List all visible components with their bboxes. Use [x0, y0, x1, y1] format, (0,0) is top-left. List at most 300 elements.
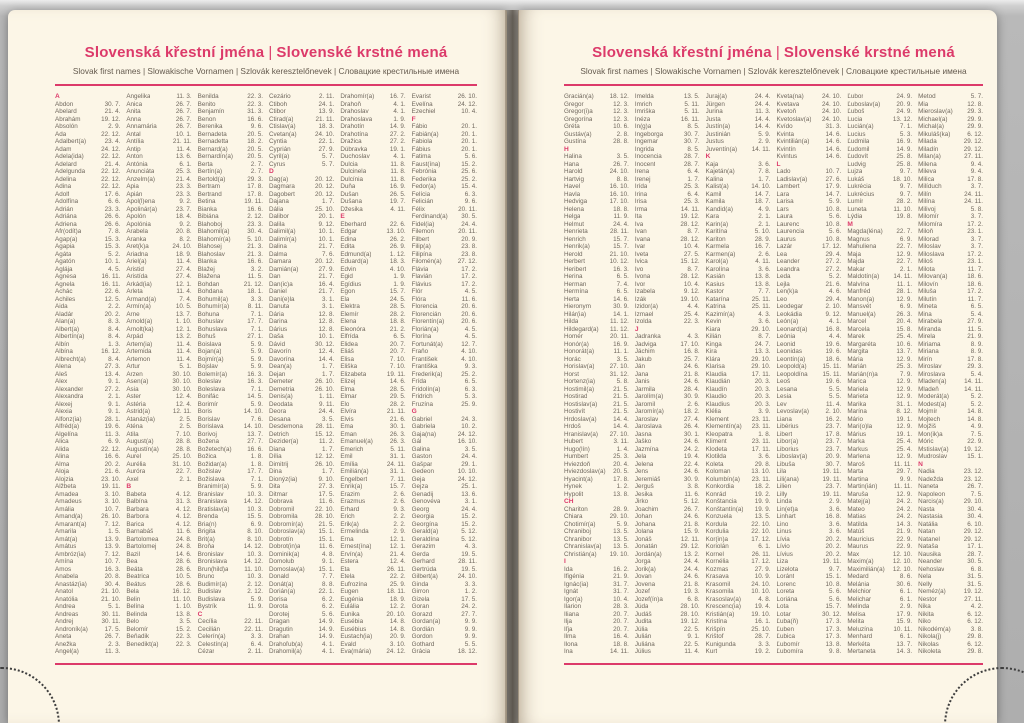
person-name: Matias — [847, 513, 866, 520]
person-name: Levoslav(a) — [776, 408, 810, 415]
title-separator: | — [268, 44, 273, 61]
name-row — [269, 626, 334, 634]
name-row — [198, 483, 263, 491]
person-name: Kalina — [705, 175, 724, 183]
name-day-date: 20. 7. — [389, 348, 406, 355]
name-row — [198, 468, 263, 476]
name-row — [55, 461, 120, 469]
person-name: Klodeta — [705, 445, 728, 453]
name-day-date: 16. 3. — [613, 265, 629, 273]
person-name: Emília — [340, 460, 358, 468]
name-day-date: 23. 11. — [751, 415, 771, 423]
person-name: Ernest(ína) — [340, 543, 372, 550]
name-row — [776, 183, 841, 191]
name-day-date: 16. 9. — [389, 183, 406, 190]
name-row — [706, 356, 771, 364]
person-name: Kandid(a) — [705, 205, 733, 213]
name-row — [412, 461, 477, 469]
name-day-date: 19. 12. — [680, 618, 700, 625]
name-row — [269, 161, 334, 169]
person-name: Bojslav — [197, 363, 218, 370]
person-name: Kornélia — [705, 558, 729, 565]
name-day-date: 3. 7. — [970, 235, 983, 243]
name-day-date: 7. 10. — [389, 363, 406, 370]
name-day-date: 9. 4. — [970, 168, 983, 175]
name-row — [412, 558, 477, 566]
name-day-date: 28. 1. — [104, 415, 121, 423]
person-name: Ada — [55, 130, 67, 138]
name-row — [635, 431, 700, 439]
person-name: Adrián — [55, 205, 74, 213]
person-name: Gregor — [564, 100, 584, 108]
name-day-date: 9. 9. — [464, 633, 477, 640]
person-name: Adolfína — [55, 198, 79, 205]
name-row — [340, 618, 405, 626]
person-name: In(g)a — [634, 123, 652, 130]
name-row — [412, 363, 477, 371]
name-row — [564, 453, 629, 461]
person-name: Miriama — [918, 340, 941, 348]
name-row — [706, 243, 771, 251]
name-day-date: 28. 8. — [175, 445, 192, 453]
person-name: Koloman — [705, 468, 731, 475]
person-name: Bohumil(a) — [197, 295, 229, 303]
name-row — [706, 528, 771, 536]
person-name: Nehoslav — [918, 565, 945, 573]
name-day-date: 16. 12. — [172, 588, 192, 595]
person-name: Jürgen — [705, 100, 725, 108]
name-row — [198, 221, 263, 229]
name-row — [340, 273, 405, 281]
person-name: Ľudmila — [847, 138, 870, 145]
name-day-date: 11. 6. — [176, 528, 192, 535]
name-row — [847, 153, 912, 161]
name-day-date: 5. 11. — [390, 445, 406, 453]
name-row — [340, 101, 405, 109]
person-name: Lin(et)a — [776, 505, 798, 513]
person-name: Ľubomíra — [776, 648, 804, 655]
name-day-date: 10. 4. — [683, 243, 700, 250]
name-day-date: 20. 3. — [754, 385, 771, 393]
person-name: Evarist — [411, 93, 431, 100]
name-day-date: 8. 9. — [970, 348, 983, 355]
person-name: Dina — [268, 468, 282, 475]
person-name: Alžbeta — [55, 483, 77, 490]
name-day-date: 14. 6. — [175, 550, 192, 558]
person-name: Jozef(ín)a — [634, 595, 663, 603]
person-name: Ina — [564, 648, 573, 655]
person-name: Eta — [340, 565, 350, 573]
name-day-date: 15. 3. — [104, 235, 121, 243]
name-day-date: 24. 6. — [683, 438, 700, 445]
person-name: Bonifác — [197, 393, 219, 400]
person-name: Bela — [126, 588, 139, 595]
name-day-date: 13. 4. — [104, 370, 121, 378]
name-row — [340, 236, 405, 244]
name-day-date: 22. 3. — [247, 100, 263, 108]
name-day-date: 22. 10. — [751, 528, 771, 535]
name-row — [269, 386, 334, 394]
name-day-date: 9. 7. — [899, 168, 913, 175]
name-day-date: 24. 12. — [457, 475, 477, 483]
name-day-date: 15. 11. — [822, 363, 842, 370]
name-row — [412, 356, 477, 364]
name-row — [847, 506, 912, 514]
name-row — [269, 348, 334, 356]
person-name: Konzuela — [705, 513, 732, 520]
person-name: Elfrída — [340, 333, 359, 340]
name-day-date: 19. 12. — [101, 115, 121, 123]
name-row — [776, 191, 841, 199]
name-day-date: 5. 12. — [683, 498, 700, 505]
name-row — [126, 281, 191, 289]
name-day-date: 11. 8. — [390, 168, 406, 175]
person-name: Deodata — [268, 400, 293, 408]
name-day-date: 13. 5. — [613, 528, 629, 535]
name-row — [412, 131, 477, 139]
name-row — [776, 513, 841, 521]
person-name: Benon — [197, 115, 216, 123]
person-name: Enrik(a) — [340, 483, 363, 490]
person-name: Lota — [776, 603, 789, 610]
letter-header: H — [564, 145, 569, 153]
person-name: Edina — [340, 235, 357, 243]
page-title — [564, 43, 983, 62]
person-name: Kvetava — [776, 100, 800, 108]
person-name: Blahosej — [197, 243, 222, 250]
name-row — [776, 491, 841, 499]
name-day-date: 14. 4. — [318, 355, 335, 363]
name-day-date: 20. 9. — [825, 453, 842, 460]
person-name: Felícia — [411, 190, 431, 198]
person-name: Krasoslav(a) — [705, 595, 741, 603]
person-name: Judita — [634, 618, 652, 625]
person-name: Dorián(a) — [268, 588, 296, 595]
name-day-date: 5. 5. — [464, 640, 477, 648]
person-name: Mstislav(a) — [918, 445, 949, 453]
name-day-date: 5. 3. — [899, 130, 913, 138]
name-day-date: 19. 2. — [754, 490, 771, 498]
name-day-date: 24. 10. — [315, 130, 335, 138]
name-row — [269, 618, 334, 626]
name-day-date: 28. 6. — [175, 558, 192, 565]
name-row — [269, 648, 334, 656]
person-name: Drahoslav — [340, 108, 369, 115]
name-row — [412, 281, 477, 289]
name-day-date: 15. 1. — [318, 528, 335, 535]
person-name: Niko — [918, 618, 931, 625]
person-name: Nausika — [918, 550, 941, 558]
person-name: Ivona — [634, 273, 651, 280]
name-day-date: 20. 12. — [315, 175, 335, 183]
name-row — [55, 318, 120, 326]
person-name: Karmen(a) — [705, 250, 736, 258]
person-name: Dulcínia — [340, 175, 364, 183]
name-day-date: 10. 1. — [318, 235, 335, 243]
person-name: Kurt — [705, 648, 718, 655]
name-day-date: 3. 6. — [829, 505, 842, 513]
name-row — [918, 236, 983, 244]
name-day-date: 6. 2. — [322, 603, 335, 610]
name-row — [412, 326, 477, 334]
name-row — [564, 648, 629, 656]
name-row — [706, 281, 771, 289]
name-day-date: 19. 11. — [244, 198, 263, 205]
person-name: Elena — [340, 318, 357, 325]
person-name: Eusébius — [340, 625, 367, 633]
name-day-date: 15. 7. — [613, 235, 629, 243]
name-row — [918, 431, 983, 439]
name-row — [269, 461, 334, 469]
name-row — [776, 356, 841, 364]
name-row — [269, 431, 334, 439]
name-row — [564, 221, 629, 229]
name-day-date: 17. 9. — [896, 610, 913, 618]
name-day-date: 3. 5. — [179, 618, 192, 625]
person-name: Mauricius — [847, 535, 875, 543]
name-row — [706, 176, 771, 184]
person-name: Mária — [847, 355, 864, 363]
person-name: Manfréd — [847, 288, 871, 295]
name-row — [847, 633, 912, 641]
person-name: Marieta — [847, 393, 869, 400]
name-day-date: 30. 10. — [172, 378, 192, 385]
person-name: Eman — [340, 430, 357, 438]
name-day-date: 20. 2. — [104, 460, 121, 468]
name-row — [198, 528, 263, 536]
name-day-date: 16. 7. — [389, 93, 406, 100]
person-name: Juliána — [634, 640, 655, 648]
person-name: Mirín — [918, 355, 933, 363]
name-row — [198, 303, 263, 311]
name-day-date: 21. 4. — [175, 175, 192, 183]
name-row — [340, 258, 405, 266]
person-name: Abrahám — [55, 115, 81, 123]
letter-header: N — [918, 460, 923, 468]
letter-header: E — [340, 213, 345, 220]
name-day-date: 21. 11. — [172, 138, 192, 145]
name-row — [776, 123, 841, 131]
person-name: Jela — [634, 453, 647, 460]
person-name: Elektra — [340, 303, 360, 310]
person-name: Mahuliena — [847, 243, 877, 250]
name-day-date: 21. 7. — [318, 243, 335, 250]
name-day-date: 17. 9. — [825, 183, 842, 190]
name-row — [126, 468, 191, 476]
name-row — [126, 371, 191, 379]
name-row — [412, 228, 477, 236]
name-day-date: 27. 7. — [247, 438, 263, 445]
name-row — [776, 603, 841, 611]
name-row — [198, 596, 263, 604]
person-name: Drahomír(a) — [340, 93, 375, 100]
name-row — [412, 378, 477, 386]
name-day-date: 14. 7. — [825, 190, 842, 198]
person-name: Dagobert — [268, 190, 295, 198]
person-name: Bertín(a) — [197, 168, 223, 175]
person-name: Mojmír — [918, 408, 938, 415]
name-row — [340, 296, 405, 304]
person-name: Boislava — [197, 340, 222, 348]
name-row — [126, 101, 191, 109]
person-name: Marián — [847, 363, 867, 370]
name-row — [847, 536, 912, 544]
name-row — [269, 371, 334, 379]
name-day-date: 10. 8. — [825, 580, 842, 588]
person-name: Gerazim — [411, 543, 436, 550]
name-row — [269, 438, 334, 446]
person-name: Bohuslava — [197, 325, 228, 333]
name-row — [340, 326, 405, 334]
name-row — [126, 191, 191, 199]
person-name: Diana — [268, 445, 286, 453]
person-name: Danuta — [268, 303, 290, 310]
name-day-date: 2. 9. — [829, 498, 842, 505]
name-day-date: 28. 6. — [175, 580, 192, 588]
name-day-date: 31. 5. — [967, 573, 983, 580]
name-day-date: 19. 9. — [754, 498, 771, 505]
name-day-date: 23. 11. — [751, 438, 771, 445]
name-row — [412, 221, 477, 229]
person-name: Bohdan — [197, 280, 220, 288]
name-row — [635, 468, 700, 476]
name-day-date: 25. 2. — [461, 370, 477, 378]
name-row — [269, 123, 334, 131]
name-row — [126, 108, 191, 116]
name-day-date: 20. 11. — [458, 228, 477, 235]
name-day-date: 10. 4. — [461, 108, 477, 115]
person-name: Elizabeta — [340, 370, 367, 378]
footer-rule — [564, 663, 983, 665]
person-name: Girron — [411, 588, 430, 595]
name-day-date: 25. 8. — [896, 153, 913, 160]
name-row — [847, 573, 912, 581]
name-row — [635, 648, 700, 656]
name-row — [126, 641, 191, 649]
name-day-date: 12. 4. — [175, 393, 192, 400]
name-row — [55, 213, 120, 221]
name-row — [635, 408, 700, 416]
name-row — [706, 416, 771, 424]
person-name: Beátus — [126, 580, 146, 588]
name-day-date: 20. 12. — [315, 183, 335, 190]
name-row — [706, 551, 771, 559]
person-name: Irina — [634, 190, 648, 198]
name-row — [706, 258, 771, 266]
name-day-date: 10. 12. — [609, 258, 629, 265]
person-name: Krescenc(ia) — [705, 603, 741, 610]
name-day-date: 13. 8. — [825, 640, 842, 648]
name-day-date: 14. 4. — [613, 415, 629, 423]
name-day-date: 26. 10. — [457, 93, 477, 100]
name-row — [198, 416, 263, 424]
name-day-date: 11. 3. — [105, 648, 121, 655]
name-day-date: 10. 10. — [457, 468, 477, 475]
name-day-date: 26. 10. — [315, 378, 335, 385]
name-day-date: 17. 7. — [247, 318, 263, 325]
name-day-date: 11. 9. — [613, 213, 629, 220]
name-row — [918, 363, 983, 371]
name-row — [847, 588, 912, 596]
name-day-date: 28. 11. — [610, 228, 629, 235]
name-row — [126, 221, 191, 229]
person-name: Federika — [411, 175, 437, 183]
name-row — [198, 183, 263, 191]
name-day-date: 17. 7. — [247, 468, 263, 475]
person-name: Mladen(a) — [918, 378, 947, 385]
person-name: Meluzína — [847, 625, 873, 633]
person-name: Ginda — [411, 580, 429, 588]
name-row — [847, 123, 912, 131]
name-day-date: 7. 5. — [970, 430, 983, 438]
person-name: Lado — [776, 168, 791, 175]
name-day-date: 12. 9. — [896, 355, 913, 363]
name-row — [918, 318, 983, 326]
name-row — [126, 236, 191, 244]
name-row — [706, 288, 771, 296]
person-name: Harold — [564, 168, 583, 175]
person-name: Herold — [564, 250, 583, 258]
person-name: Michal(a) — [918, 123, 945, 130]
name-day-date: 2. 2. — [393, 513, 406, 520]
name-day-date: 7. 7. — [322, 573, 335, 580]
name-row — [635, 618, 700, 626]
person-name: Igor(a) — [564, 595, 583, 603]
person-name: Hieronym — [564, 303, 591, 310]
name-row — [269, 498, 334, 506]
person-name: Gracián(a) — [564, 93, 594, 100]
name-day-date: 8. 5. — [687, 123, 700, 130]
person-name: Irída — [634, 183, 648, 190]
name-row — [340, 266, 405, 274]
name-row — [55, 251, 120, 259]
person-name: Albertín(a) — [55, 333, 85, 340]
person-name: Melisa — [847, 610, 866, 618]
name-row — [706, 513, 771, 521]
name-day-date: 9. 4. — [970, 160, 983, 168]
name-day-date: 1. 3. — [108, 340, 121, 348]
person-name: Lilien — [776, 483, 792, 490]
name-day-date: 29. 12. — [680, 543, 700, 550]
name-row — [412, 611, 477, 619]
person-name: Dorotej — [268, 610, 290, 618]
name-day-date: 3. 1. — [464, 498, 477, 505]
person-name: Adolf — [55, 190, 70, 198]
name-day-date: 12. 10. — [892, 550, 913, 558]
name-day-date: 9. 1. — [108, 400, 121, 408]
name-row — [847, 251, 912, 259]
name-row — [340, 558, 405, 566]
name-day-date: 17. 11. — [751, 445, 771, 453]
person-name: Albín — [55, 340, 70, 348]
name-day-date: 5. 9. — [758, 130, 771, 138]
name-day-date: 17. 2. — [461, 273, 477, 280]
name-row — [340, 491, 405, 499]
name-row — [918, 116, 983, 124]
name-day-date: 16. 8. — [825, 513, 842, 520]
name-row — [269, 213, 334, 221]
name-day-date: 20. 7. — [613, 618, 629, 625]
person-name: Leónia — [776, 333, 796, 340]
name-day-date: 28. 7. — [683, 153, 700, 160]
name-row — [340, 378, 405, 386]
name-day-date: 13. 9. — [104, 543, 121, 550]
name-row — [126, 551, 191, 559]
name-day-date: 11. 11. — [893, 483, 913, 490]
person-name: Milomíra — [918, 220, 943, 228]
name-row — [198, 626, 263, 634]
person-name: Ermelinda — [340, 528, 369, 535]
